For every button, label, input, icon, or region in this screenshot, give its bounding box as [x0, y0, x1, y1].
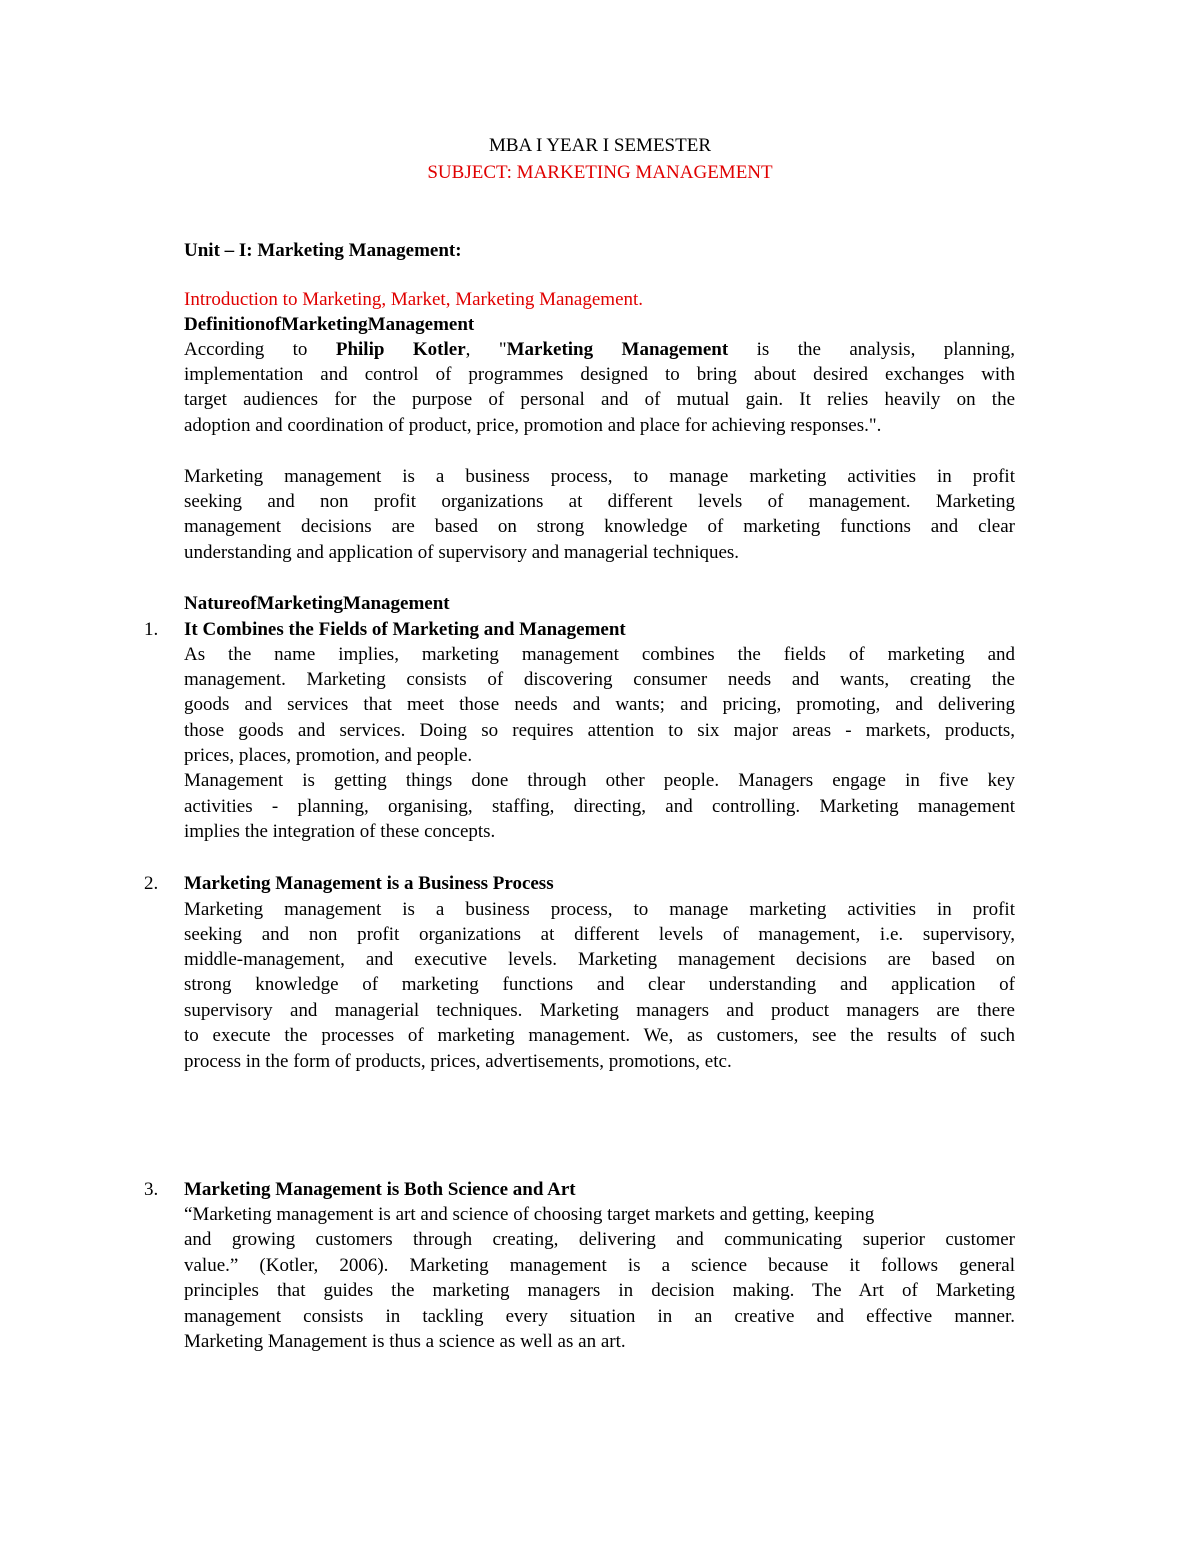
definition-rest: is the analysis, planning,: [728, 339, 1015, 360]
item-2-line: process in the form of products, prices, advertisements, promotions, etc.: [184, 1051, 732, 1072]
item-3-line: “Marketing management is art and science of choosing target markets and getting, keeping: [184, 1204, 875, 1225]
definition-term: Marketing Management: [506, 339, 729, 360]
list-number: 3.: [144, 1179, 159, 1200]
item-2-line: middle-management, and executive levels. Marketing management decisions are based on: [184, 949, 1015, 970]
list-number: 1.: [144, 619, 159, 640]
paragraph-line: management decisions are based on strong knowledge of marketing functions and clear: [184, 516, 1015, 537]
intro-line: Introduction to Marketing, Market, Marketing Management.: [184, 289, 644, 310]
item-1-line: Management is getting things done through other people. Managers engage in five key: [184, 770, 1015, 791]
definition-line-4: adoption and coordination of product, price, promotion and place for achieving responses.".: [184, 415, 882, 436]
header-semester: MBA I YEAR I SEMESTER: [488, 135, 712, 156]
item-3-line: management consists in tackling every situation in an creative and effective manner.: [184, 1306, 1015, 1327]
unit-title: Unit – I: Marketing Management:: [184, 240, 462, 261]
item-3-line: value.” (Kotler, 2006). Marketing management is a science because it follows general: [184, 1255, 1015, 1276]
item-1-line: As the name implies, marketing management combines the fields of marketing and: [184, 644, 1015, 665]
definition-line-1: [184, 337, 1015, 362]
item-2-title: Marketing Management is a Business Process: [184, 873, 554, 894]
item-1-line: goods and services that meet those needs and wants; and pricing, promoting, and delivering: [184, 694, 1015, 715]
item-1-line: those goods and services. Doing so requires attention to six major areas - markets, products,: [184, 720, 1015, 741]
item-1-line: activities - planning, organising, staffing, directing, and controlling. Marketing management: [184, 796, 1015, 817]
paragraph-line: Marketing management is a business process, to manage marketing activities in profit: [184, 466, 1015, 487]
paragraph-line: understanding and application of supervisory and managerial techniques.: [184, 542, 740, 563]
list-number: 2.: [144, 873, 159, 894]
item-1-line: implies the integration of these concepts.: [184, 821, 496, 842]
item-1-line: management. Marketing consists of discovering consumer needs and wants, creating the: [184, 669, 1015, 690]
item-1-line: prices, places, promotion, and people.: [184, 745, 473, 766]
item-3-title: Marketing Management is Both Science and Art: [184, 1179, 576, 1200]
item-2-line: to execute the processes of marketing management. We, as customers, see the results of such: [184, 1025, 1015, 1046]
item-1-title: It Combines the Fields of Marketing and Management: [184, 619, 626, 640]
header-subject: SUBJECT: MARKETING MANAGEMENT: [427, 162, 773, 183]
definition-line-2: implementation and control of programmes designed to bring about desired exchanges with: [184, 364, 1015, 385]
item-3-line: and growing customers through creating, delivering and communicating superior customer: [184, 1229, 1015, 1250]
item-2-line: Marketing management is a business process, to manage marketing activities in profit: [184, 899, 1015, 920]
definition-author: Philip Kotler: [335, 339, 466, 360]
item-3-line: principles that guides the marketing managers in decision making. The Art of Marketing: [184, 1280, 1015, 1301]
item-2-line: strong knowledge of marketing functions and clear understanding and application of: [184, 974, 1015, 995]
definition-heading: DefinitionofMarketingManagement: [184, 314, 475, 335]
definition-mid: , ": [465, 339, 507, 360]
definition-prefix: According to: [184, 339, 336, 360]
item-2-line: seeking and non profit organizations at different levels of management, i.e. supervisory,: [184, 924, 1015, 945]
nature-heading: NatureofMarketingManagement: [184, 593, 450, 614]
item-2-line: supervisory and managerial techniques. Marketing managers and product managers are there: [184, 1000, 1015, 1021]
definition-line-3: target audiences for the purpose of personal and of mutual gain. It relies heavily on the: [184, 389, 1015, 410]
paragraph-line: seeking and non profit organizations at different levels of management. Marketing: [184, 491, 1015, 512]
item-3-line: Marketing Management is thus a science as well as an art.: [184, 1331, 626, 1352]
